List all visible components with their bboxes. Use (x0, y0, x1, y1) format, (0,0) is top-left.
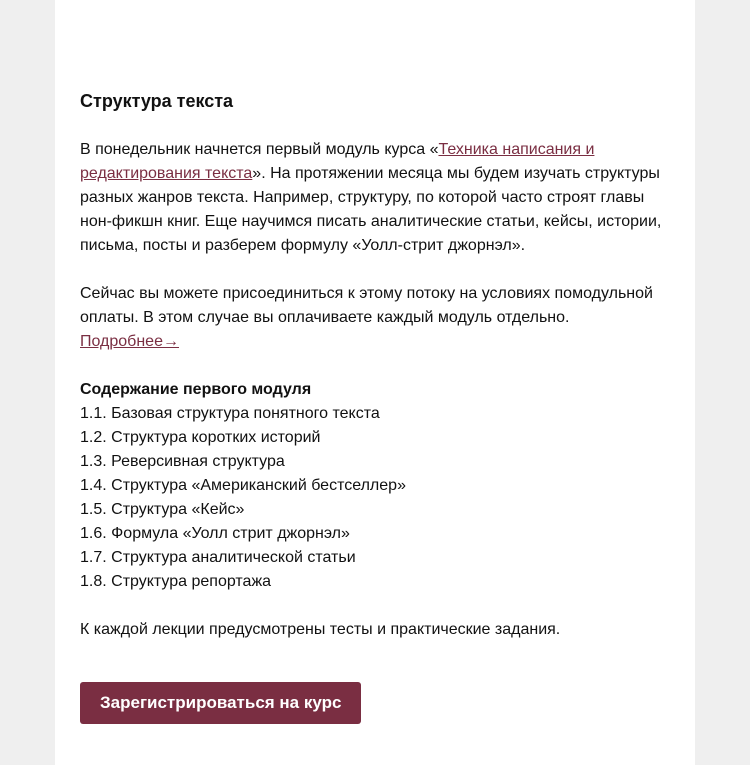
intro-paragraph (80, 138, 670, 258)
payment-paragraph (80, 282, 670, 354)
intro-text-before: В понедельник начнется первый модуль курса « (80, 141, 439, 158)
module-item-1-8: 1.8. Структура репортажа (80, 573, 272, 590)
module-list (80, 402, 670, 594)
payment-text: Сейчас вы можете присоединиться к этому потоку на условиях помодульной оплаты. В этом случае вы оплачиваете каждый модуль отдельно. (80, 285, 653, 326)
section-title: Структура текста (80, 91, 234, 111)
module-item-1-1: 1.1. Базовая структура понятного текста (80, 405, 380, 422)
email-card (55, 0, 695, 765)
course-link[interactable]: Техника написания и редактирования текста (80, 141, 595, 182)
module-item-1-3: 1.3. Реверсивная структура (80, 453, 285, 470)
module-title: Содержание первого модуля (80, 381, 312, 398)
closing-paragraph: К каждой лекции предусмотрены тесты и практические задания. (80, 621, 561, 638)
email-content (80, 88, 670, 724)
module-item-1-5: 1.5. Структура «Кейс» (80, 501, 245, 518)
module-item-1-4: 1.4. Структура «Американский бестселлер» (80, 477, 406, 494)
module-item-1-2: 1.2. Структура коротких историй (80, 429, 321, 446)
register-button[interactable]: Зарегистрироваться на курс (80, 682, 361, 724)
more-link[interactable]: Подробнее→ (80, 333, 179, 350)
module-item-1-7: 1.7. Структура аналитической статьи (80, 549, 356, 566)
module-item-1-6: 1.6. Формула «Уолл стрит джорнэл» (80, 525, 350, 542)
intro-text-after: ». На протяжении месяца мы будем изучать структуры разных жанров текста. Например, структуру, по которой часто строят главы нон-фикшн книг. Еще научимся писать аналитические статьи, кейсы, истории, письма, посты и разберем формулу «Уолл-стрит джорнэл». (80, 165, 662, 254)
